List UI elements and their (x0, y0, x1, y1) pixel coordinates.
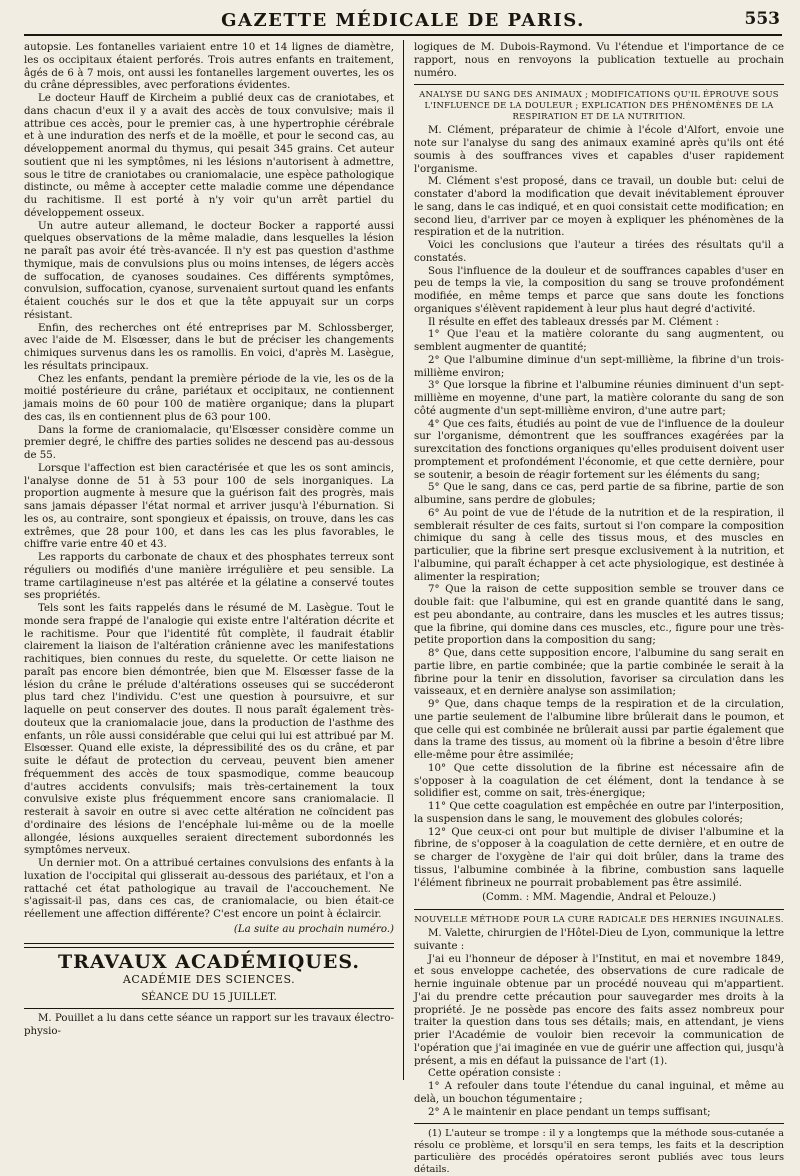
list-item: 4° Que ces faits, étudiés au point de vue de l'influence de la douleur sur l'organisme, démontrent que les souffrances exagérées par la surexcitation des fonctions organiques qu'elles produisent doivent user promptement et profondément l'économie, et que cette dernière, pour se soutenir, a besoin de réagir fortement sur les éléments du sang; (414, 418, 784, 481)
list-item: 2° A le maintenir en place pendant un temps suffisant; (428, 1106, 711, 1118)
section-subtitle: ACADÉMIE DES SCIENCES. (122, 973, 296, 987)
page-header (24, 8, 782, 34)
paragraph: M. Clément, préparateur de chimie à l'école d'Alfort, envoie une note sur l'analyse du sang des animaux examiné après qu'ils ont été soumis à des souffrances vives et capables d'user rapidement l'organisme. (414, 125, 784, 175)
footnote-rule (414, 1123, 784, 1124)
paragraph: J'ai eu l'honneur de déposer à l'Institut, en mai et novembre 1849, et sous enveloppe cachetée, des observations de cure radicale de hernie inguinale obtenue par un procédé nouveau qui m'appartient. J'ai du prendre cette précaution pour sauvegarder mes droits à la propriété. Je ne possède pas encore des faits assez nombreux pour traiter la question dans tous ses détails; mais, en attendant, je viens prier l'Académie de vouloir bien recevoir la communication de l'opération que j'ai imaginée en vue de guérir une affection qui, jusqu'à présent, a mis en défaut la puissance de l'art (1). (414, 953, 784, 1067)
header-rule (24, 34, 782, 36)
paragraph: Un autre auteur allemand, le docteur Bocker a rapporté aussi quelques observations de la même maladie, dans lesquelles la lésion ne paraît pas avoir été très-avancée. Il n'y est pas question d'asthme thymique, mais de convulsions plus ou moins intenses, de légers accès de suffocation, de cyanoses soudaines. Ces différents symptômes, convulsion, suffocation, cyanose, survenaient surtout quand les enfants étaient couchés sur le dos et que la tête appuyait sur un corps résistant. (24, 220, 394, 321)
section-title: TRAVAUX ACADÉMIQUES. (58, 950, 360, 973)
paragraph: M. Clément s'est proposé, dans ce travail, un double but: celui de constater d'abord la modification que devait inévitablement éprouver le sang, dans le cas indiqué, et en quoi consistait cette modification; en second lieu, d'arriver par ce moyen à expliquer les phénomènes de la respiration et de la nutrition. (414, 176, 784, 239)
paragraph: Lorsque l'affection est bien caractérisée et que les os sont amincis, l'analyse donne de 51 à 53 pour 100 de sels inorganiques. La proportion augmente à mesure que la guérison fait des progrès, mais sans jamais dépasser l'état normal et arriver jusqu'à l'éburnation. Si les os, au contraire, sont spongieux et épaissis, on trouve, dans les cas extrêmes, que 28 pour 100, et dans les cas les plus favorables, le chiffre varie entre 40 et 43. (24, 462, 394, 551)
list-item: 8° Que, dans cette supposition encore, l'albumine du sang serait en partie libre, en partie combinée; que la partie combinée le serait à la fibrine pour la tenir en dissolution, favoriser sa circulation dans les vaisseaux, et en dernière analyse son assimilation; (414, 648, 784, 698)
list-item: 7° Que la raison de cette supposition semble se trouver dans ce double fait: que l'albumine, qui est en grande quantité dans le sang, est peu abondante, au contraire, dans les muscles et les autres tissus; que la fibrine, qui domine dans ces muscles, etc., figure pour une très-petite proportion dans la composition du sang; (414, 584, 784, 647)
continued-note: (La suite au prochain numéro.) (233, 923, 394, 935)
list-item: 3° Que lorsque la fibrine et l'albumine réunies diminuent d'un sept-millième en moyenne, d'une part, la matière colorante du sang de son côté augmente d'un sept-millième environ, d'une autre part; (414, 380, 784, 417)
paragraph: logiques de M. Dubois-Raymond. Vu l'étendue et l'importance de ce rapport, nous en renvoyons la publication textuelle au prochain numéro. (414, 42, 784, 79)
right-column (414, 42, 784, 1176)
paragraph: Cette opération consiste : (428, 1068, 562, 1080)
list-item: 1° Que l'eau et la matière colorante du sang augmentent, ou semblent augmenter de quantité; (414, 329, 784, 353)
paragraph: Enfin, des recherches ont été entreprises par M. Schlossberger, avec l'aide de M. Elsœsser, dans le but de préciser les changements chimiques survenus dans les os ramollis. En voici, d'après M. Lasègue, les résultats principaux. (24, 322, 394, 372)
divider (24, 1008, 394, 1009)
paragraph: Le docteur Hauff de Kircheim a publié deux cas de craniotabes, et dans chacun d'eux il y a avait des accès de toux convulsive; mais il attribue ces accès, pour le premier cas, à une hypertrophie cérébrale et à une induration des nerfs et de la moëlle, et pour le second cas, au développement anormal du thymus, qui pesait 345 grains. Cet auteur soutient que ni les symptômes, ni les lésions n'autorisent à admettre, sous le titre de craniotabes ou craniomalacie, une espèce pathologique distincte, ou même à accepter cette maladie comme une dépendance du rachitisme. Il est porté à n'y voir qu'un arrêt partiel du développement osseux. (24, 93, 394, 219)
footnote: (1) L'auteur se trompe : il y a longtemps que la méthode sous-cutanée a résolu ce problème, et lorsqu'il en sera temps, les faits et la description particulière des procédés opératoires seront publiés avec tous leurs détails. (414, 1128, 784, 1176)
paragraph: M. Valette, chirurgien de l'Hôtel-Dieu de Lyon, communique la lettre suivante : (414, 928, 784, 952)
list-item: 6° Au point de vue de l'étude de la nutrition et de la respiration, il semblerait résulter de ces faits, surtout si l'on compare la composition chimique du sang à celle des tissus mous, et des muscles en particulier, que la fibrine sert presque exclusivement à la nutrition, et l'albumine, qui paraît échapper à cet acte physiologique, est destinée à alimenter la respiration; (414, 507, 784, 583)
paragraph: Voici les conclusions que l'auteur a tirées des résultats qu'il a constatés. (414, 240, 784, 264)
commission-note: (Comm. : MM. Magendie, Andral et Pelouze.) (482, 892, 716, 904)
paragraph: Sous l'influence de la douleur et de souffrances capables d'user en peu de temps la vie, la composition du sang se trouve profondément modifiée, en même temps et parce que sans doute les fonctions organiques s'élèvent rapidement à leur plus haut degré d'activité. (414, 265, 784, 315)
section-divider (24, 943, 394, 948)
paragraph: autopsie. Les fontanelles variaient entre 10 et 14 lignes de diamètre, les os occipitaux étaient perforés. Trois autres enfants en traitement, âgés de 6 à 7 mois, ont aussi les fontanelles largement ouvertes, les os du crâne dépressibles, avec perforations évidentes. (24, 42, 394, 92)
paragraph: M. Pouillet a lu dans cette séance un rapport sur les travaux électro-physio- (24, 1012, 394, 1037)
session-date: SÉANCE DU 15 JUILLET. (141, 991, 277, 1003)
left-column (24, 42, 394, 1077)
paragraph: Dans la forme de craniomalacie, qu'Elsœsser considère comme un premier degré, le chiffre des parties solides ne descend pas au-dessous de 55. (24, 424, 394, 461)
paragraph: Chez les enfants, pendant la première période de la vie, les os de la moitié postérieure du crâne, pariétaux et occipitaux, ne contiennent jamais moins de 60 pour 100 de matière organique; dans la plupart des cas, ils en contiennent plus de 63 pour 100. (24, 373, 394, 423)
article-heading: NOUVELLE MÉTHODE POUR LA CURE RADICALE DES HERNIES INGUINALES. (414, 914, 784, 924)
divider (414, 84, 784, 85)
paragraph: Les rapports du carbonate de chaux et des phosphates terreux sont réguliers ou modifiés d'une manière irrégulière et peu sensible. La trame cartilagineuse n'est pas altérée et la gélatine a conservé toutes ses propriétés. (24, 552, 394, 602)
divider (414, 909, 784, 910)
column-divider (403, 40, 404, 1080)
list-item: 9° Que, dans chaque temps de la respiration et de la circulation, une partie seulement de l'albumine libre brûlerait dans le poumon, et que celle qui est combinée ne brûlerait aussi par partie également que dans la trame des tissus, au moment où la fibrine a besoin d'être libre elle-même pour être assimilée; (414, 699, 784, 761)
list-item: 11° Que cette coagulation est empêchée en outre par l'interposition, la suspension dans le sang, le mouvement des globules colorés; (414, 801, 784, 825)
article-heading: ANALYSE DU SANG DES ANIMAUX ; MODIFICATIONS QU'IL ÉPROUVE SOUS L'INFLUENCE DE LA DOULEUR ; EXPLICATION DES PHÉNOMÈNES DE LA RESPIRATION ET DE LA NUTRITION. (419, 89, 779, 122)
journal-title: GAZETTE MÉDICALE DE PARIS. (221, 10, 585, 31)
paragraph: Il résulte en effet des tableaux dressés par M. Clément : (428, 316, 719, 328)
list-item: 5° Que le sang, dans ce cas, perd partie de sa fibrine, partie de son albumine, sans perdre de globules; (414, 482, 784, 506)
page-number: 553 (744, 9, 780, 29)
list-item: 1° A refouler dans toute l'étendue du canal inguinal, et même au delà, un bouchon tégumentaire ; (414, 1081, 784, 1105)
paragraph: Un dernier mot. On a attribué certaines convulsions des enfants à la luxation de l'occipital qui glisserait au-dessous des pariétaux, et l'on a rattaché cet état pathologique au travail de l'accouchement. Ne s'agissait-il pas, dans ces cas, de craniomalacie, ou bien était-ce réellement une affection différente? C'est encore un point à éclaircir. (24, 858, 394, 920)
list-item: 12° Que ceux-ci ont pour but multiple de diviser l'albumine et la fibrine, de s'opposer à la coagulation de cette dernière, et en outre de se charger de l'oxygène de l'air qui doit brûler, dans la trame des tissus, l'albumine combinée à la fibrine, combustion sans laquelle l'élément fibrineux ne pourrait probablement pas être assimilé. (414, 826, 784, 889)
list-item: 10° Que cette dissolution de la fibrine est nécessaire afin de s'opposer à la coagulation de cet élément, dont la tendance à se solidifier est, comme on sait, très-énergique; (414, 762, 784, 800)
paragraph: Tels sont les faits rappelés dans le résumé de M. Lasègue. Tout le monde sera frappé de l'analogie qui existe entre l'altération décrite et le rachitisme. Pour que l'identité fût complète, il faudrait établir clairement la liaison de l'altération crânienne avec les manifestations rachitiques, bien connues du reste, du squelette. Or cette liaison ne paraît pas encore bien démontrée, bien que M. Elsœsser fasse de la lésion du crâne le prélude d'altérations osseuses qui se succéderont plus tard chez l'individu. C'est une question à poursuivre, et sur laquelle on peut conserver des doutes. Il nous paraît également très-douteux que la craniomalacie joue, dans la production de l'asthme des enfants, un rôle aussi considérable que celui qui lui est attribué par M. Elsœsser. Quand elle existe, la dépressibilité des os du crâne, et par suite le défaut de protection du cerveau, peuvent bien amener fréquemment des accès de toux spasmodique, comme beaucoup d'autres accidents convulsifs; mais très-certainement la toux convulsive existe plus fréquemment encore sans craniomalacie. Il resterait à savoir en outre si avec cette altération ne coïncident pas d'ordinaire des lésions de l'encéphale lui-même ou de la moelle allongée, lésions auxquelles seraient directement subordonnés les symptômes nerveux. (24, 603, 394, 857)
list-item: 2° Que l'albumine diminue d'un sept-millième, la fibrine d'un trois-millième environ; (414, 354, 784, 379)
